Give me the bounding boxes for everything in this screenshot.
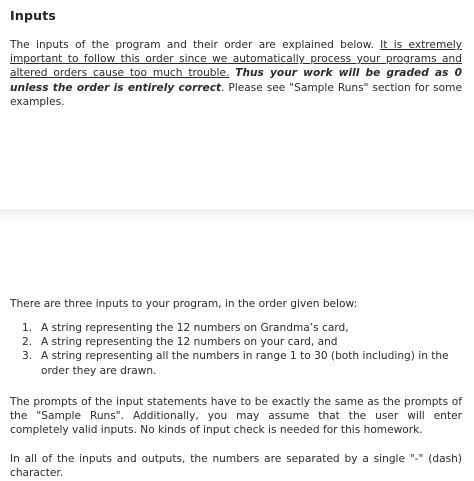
grading-warning: Thus your work will be graded as 0 unless the order is entirely correct bbox=[10, 67, 462, 94]
list-item bbox=[22, 321, 462, 335]
separator-paragraph: In all of the inputs and outputs, the numbers are separated by a single "-" (dash) character. bbox=[10, 453, 462, 480]
list-item-text: A string representing all the numbers in range 1 to 30 (both including) in the order they are drawn. bbox=[41, 350, 449, 377]
list-item bbox=[22, 349, 462, 377]
intro-text-start: The inputs of the program and their order are explained below. bbox=[10, 39, 381, 51]
list-item-text: A string representing the 12 numbers on your card, and bbox=[41, 336, 338, 349]
list-item-number: 2. bbox=[22, 336, 33, 349]
intro-paragraph bbox=[10, 38, 462, 109]
list-item-text: A string representing the 12 numbers on Grandma’s card, bbox=[41, 322, 349, 334]
inputs-lead: There are three inputs to your program, in the order given below: bbox=[10, 298, 358, 310]
section-title: Inputs bbox=[10, 8, 57, 23]
section-divider bbox=[0, 210, 474, 226]
input-list bbox=[22, 321, 462, 378]
underlined-warning: It is extremely important to follow this order since we automatically process your programs and altered orders cause too much trouble. bbox=[10, 39, 462, 80]
list-item-number: 1. bbox=[22, 322, 33, 334]
list-item bbox=[22, 335, 462, 349]
list-item-number: 3. bbox=[22, 350, 33, 363]
intro-text-end: . Please see "Sample Runs" section for some examples. bbox=[10, 81, 462, 108]
prompts-paragraph: The prompts of the input statements have to be exactly the same as the prompts of the "Sample Runs". Additionally, you may assume that the user will enter completely valid inputs. No kinds of input check is needed for this homework. bbox=[10, 396, 462, 437]
